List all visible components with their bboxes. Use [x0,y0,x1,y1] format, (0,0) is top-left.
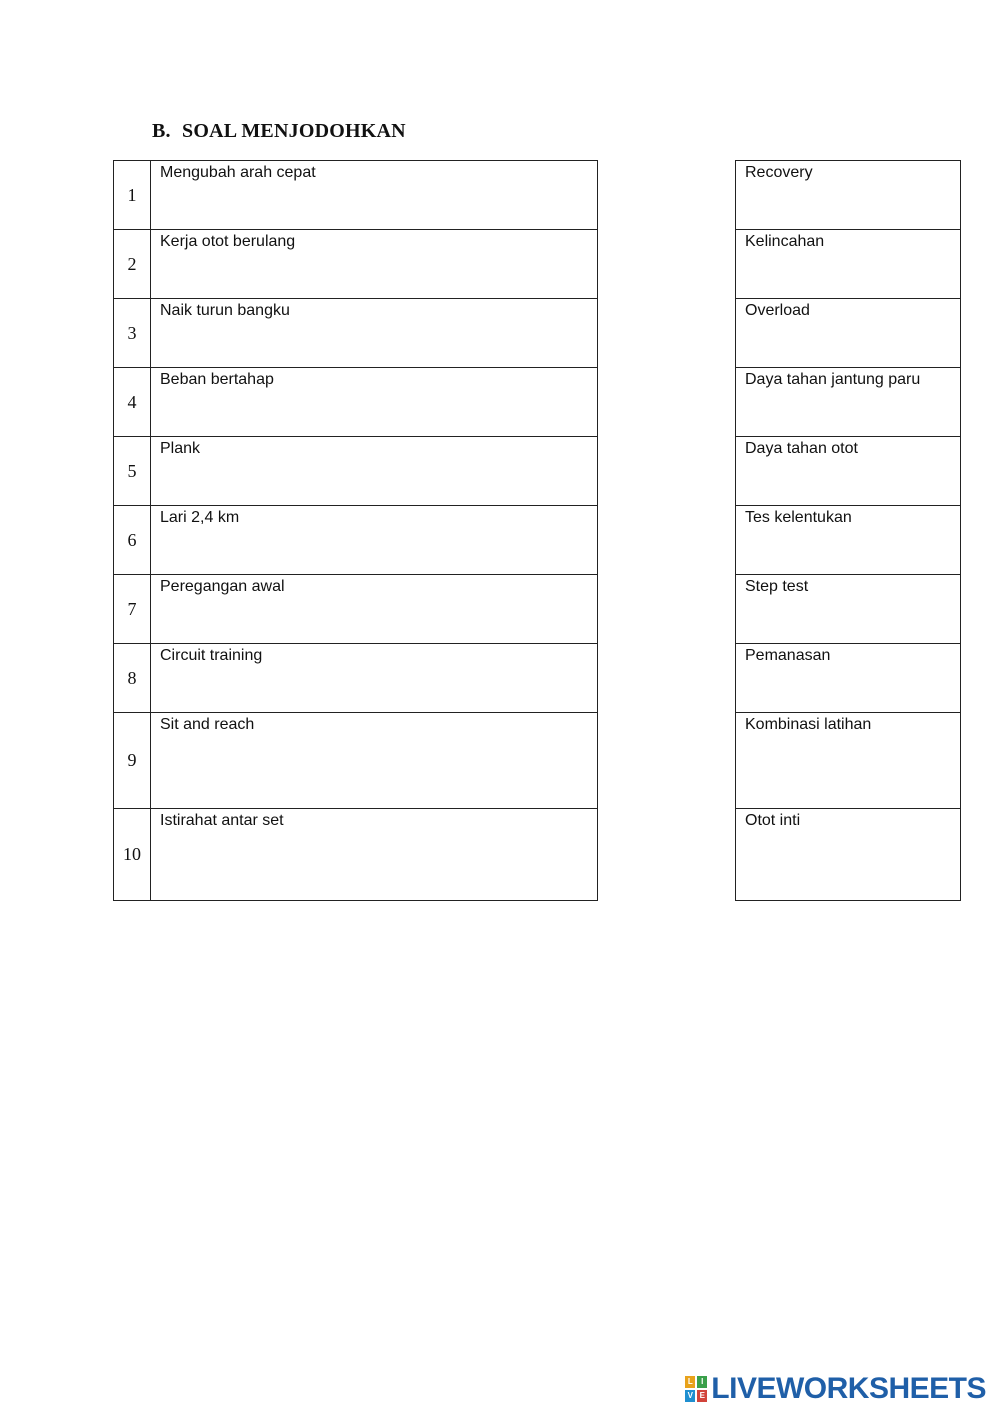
right-item-text: Pemanasan [736,644,961,713]
logo-mark-letter: I [697,1376,707,1388]
table-row [736,809,961,901]
left-item-text: Peregangan awal [151,575,598,644]
table-row [736,161,961,230]
table-row [114,161,598,230]
table-row [736,644,961,713]
item-number: 1 [114,161,151,230]
right-item-text: Daya tahan otot [736,437,961,506]
left-item-text: Circuit training [151,644,598,713]
right-item-text: Otot inti [736,809,961,901]
item-number: 2 [114,230,151,299]
logo-mark-icon [685,1376,707,1402]
logo-mark-letter: E [697,1390,707,1402]
table-row [736,230,961,299]
section-letter: B. [152,120,171,142]
left-item-text: Naik turun bangku [151,299,598,368]
table-row [736,506,961,575]
table-row [736,368,961,437]
left-item-text: Sit and reach [151,713,598,809]
left-item-text: Istirahat antar set [151,809,598,901]
table-row [114,644,598,713]
right-item-text: Kelincahan [736,230,961,299]
table-row [114,230,598,299]
logo-mark-letter: V [685,1390,695,1402]
table-row [114,575,598,644]
item-number: 10 [114,809,151,901]
item-number: 4 [114,368,151,437]
left-item-text: Plank [151,437,598,506]
item-number: 3 [114,299,151,368]
table-row [114,368,598,437]
right-item-text: Recovery [736,161,961,230]
right-item-text: Daya tahan jantung paru [736,368,961,437]
table-row [114,437,598,506]
right-item-text: Tes kelentukan [736,506,961,575]
section-title: SOAL MENJODOHKAN [182,120,406,142]
table-row [114,506,598,575]
item-number: 8 [114,644,151,713]
right-matching-table [735,160,961,901]
liveworksheets-logo [685,1372,986,1406]
table-row [114,299,598,368]
table-row [114,713,598,809]
left-item-text: Lari 2,4 km [151,506,598,575]
table-row [736,713,961,809]
table-row [736,437,961,506]
item-number: 7 [114,575,151,644]
left-item-text: Mengubah arah cepat [151,161,598,230]
table-row [736,575,961,644]
item-number: 9 [114,713,151,809]
left-matching-table [113,160,598,901]
left-item-text: Beban bertahap [151,368,598,437]
right-item-text: Step test [736,575,961,644]
item-number: 5 [114,437,151,506]
right-item-text: Overload [736,299,961,368]
logo-text: LIVEWORKSHEETS [711,1372,986,1405]
logo-mark-letter: L [685,1376,695,1388]
table-row [114,809,598,901]
table-row [736,299,961,368]
item-number: 6 [114,506,151,575]
right-item-text: Kombinasi latihan [736,713,961,809]
section-heading [152,120,406,143]
left-item-text: Kerja otot berulang [151,230,598,299]
